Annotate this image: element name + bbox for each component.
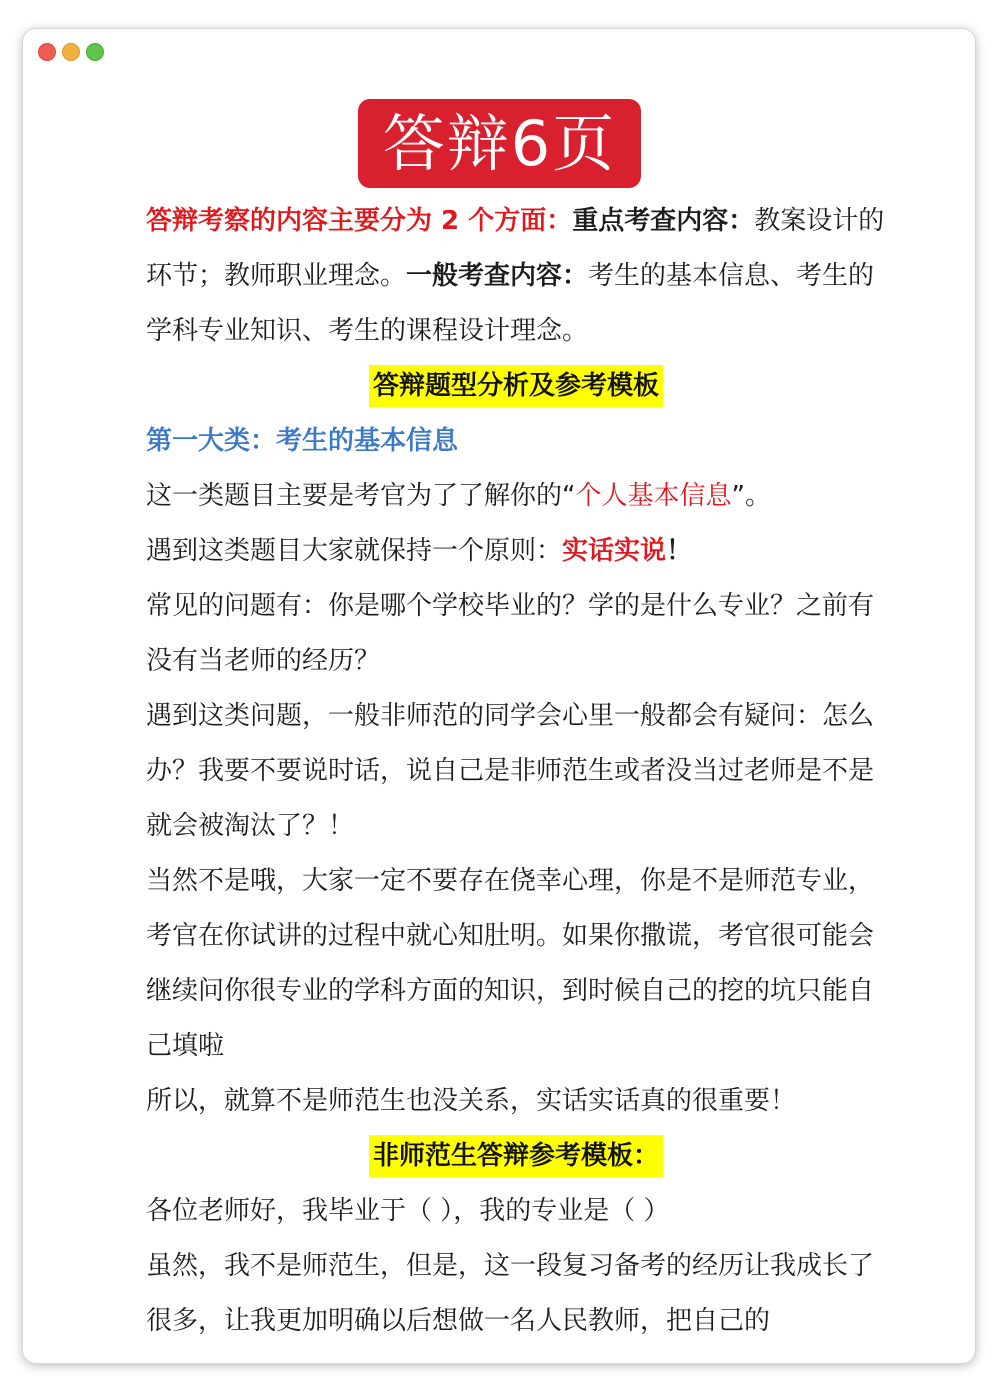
- key-content-text: 教案设计的环节；教师职业理念。: [146, 206, 885, 291]
- paragraph-info-purpose: [146, 469, 886, 524]
- close-window-button[interactable]: [38, 43, 56, 61]
- template-heading: 非师范生答辩参考模板：: [369, 1135, 663, 1177]
- paragraph-principle: [146, 524, 886, 579]
- general-content-text: 考生的基本信息、考生的学科专业知识、考生的课程设计理念。: [146, 261, 875, 346]
- principle-highlight: 实话实说: [562, 536, 667, 566]
- window: [22, 28, 976, 1364]
- general-content-label: 一般考查内容：: [406, 261, 589, 291]
- paragraph-common-questions: 常见的问题有：你是哪个学校毕业的？学的是什么专业？之前有没有当老师的经历？: [146, 591, 875, 676]
- personal-info-highlight: 个人基本信息: [575, 481, 732, 511]
- maximize-window-button[interactable]: [86, 43, 104, 61]
- window-titlebar: [23, 29, 975, 73]
- template-line-2: 虽然，我不是师范生，但是，这一段复习备考的经历让我成长了很多，让我更加明确以后想做一名人民教师，把自己的: [146, 1251, 875, 1336]
- template-line-1: 各位老师好，我毕业于（ ），我的专业是（ ）: [146, 1196, 670, 1226]
- intro-lead: 答辩考察的内容主要分为 2 个方面：: [146, 206, 573, 236]
- text-segment: ！: [666, 536, 693, 566]
- page-title: 答辩6页: [358, 99, 641, 188]
- article-body: [146, 194, 886, 1349]
- minimize-window-button[interactable]: [62, 43, 80, 61]
- section-heading: 答辩题型分析及参考模板: [369, 365, 663, 407]
- paragraph-doubts: 遇到这类问题，一般非师范的同学会心里一般都会有疑问：怎么办？我要不要说时话，说自己是非师范生或者没当过老师是不是就会被淘汰了？！: [146, 701, 875, 841]
- key-content-label: 重点考查内容：: [572, 206, 755, 236]
- template-heading-row: [146, 1129, 886, 1184]
- text-segment: ”。: [731, 481, 771, 511]
- text-segment: 遇到这类题目大家就保持一个原则：: [146, 536, 563, 566]
- paragraph-conclusion: 所以，就算不是师范生也没关系，实话实话真的很重要！: [146, 1086, 797, 1116]
- category-heading: 第一大类：考生的基本信息: [146, 426, 459, 456]
- intro-paragraph: [146, 194, 886, 359]
- paragraph-honesty: 当然不是哦，大家一定不要存在侥幸心理，你是不是师范专业，考官在你试讲的过程中就心知肚明。如果你撒谎，考官很可能会继续问你很专业的学科方面的知识，到时候自己的挖的坑只能自己填啦: [146, 866, 875, 1061]
- text-segment: 这一类题目主要是考官为了了解你的“: [146, 481, 576, 511]
- section-heading-row: [146, 359, 886, 414]
